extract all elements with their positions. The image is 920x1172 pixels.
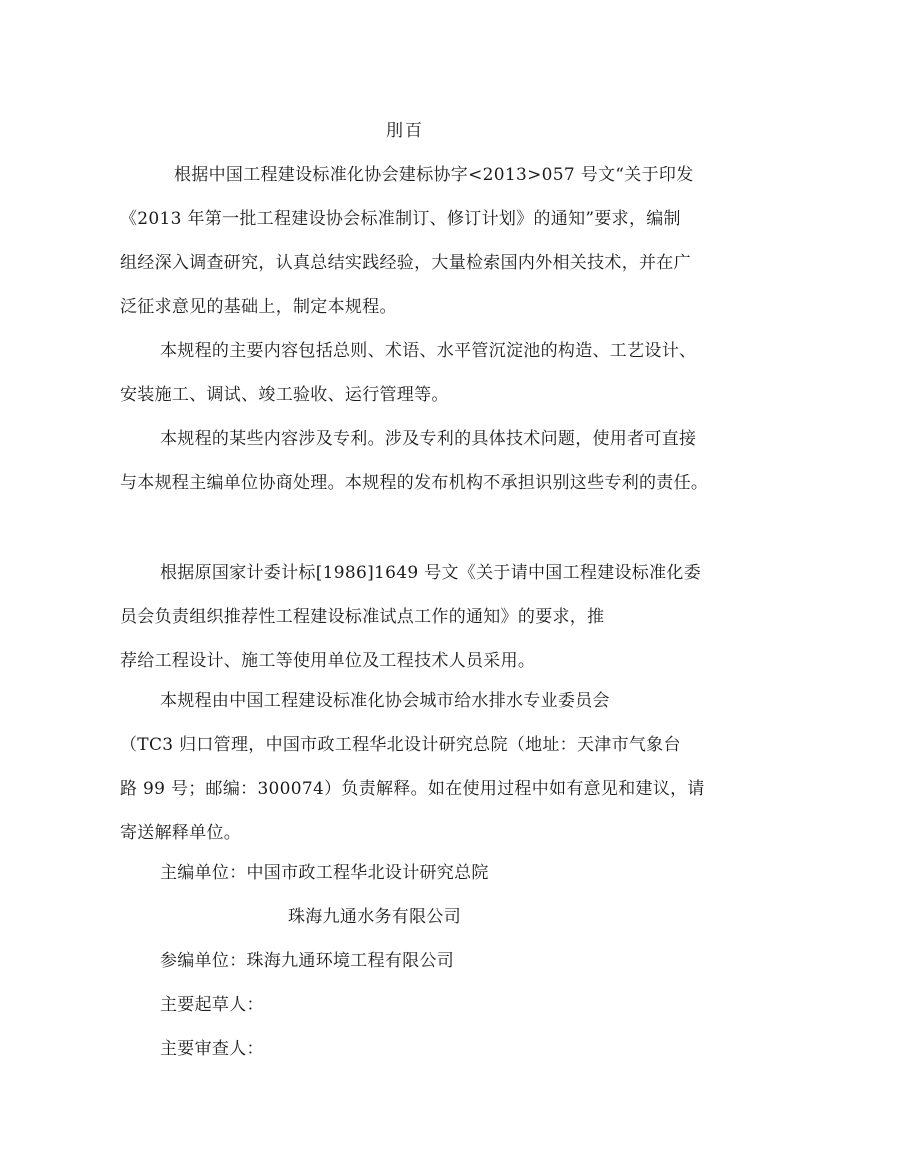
paragraph-5-line-2: （TC3 归口管理，中国市政工程华北设计研究总院（地址：天津市气象台	[120, 735, 681, 755]
main-reviewers: 主要审查人：	[160, 1039, 264, 1059]
chief-editor-unit: 主编单位：中国市政工程华北设计研究总院	[160, 863, 489, 883]
paragraph-1-line-2: 《2013 年第一批工程建设协会标准制订、修订计划》的通知”要求，编制	[120, 209, 681, 229]
paragraph-2-line-2: 安装施工、调试、竣工验收、运行管理等。	[120, 385, 449, 405]
main-drafters: 主要起草人：	[160, 995, 264, 1015]
page-title: 刖百	[386, 121, 424, 141]
participating-unit: 参编单位：珠海九通环境工程有限公司	[160, 951, 455, 971]
paragraph-5-line-3: 路 99 号；邮编：300074）负责解释。如在使用过程中如有意见和建议，请	[120, 779, 705, 799]
paragraph-4-line-1: 根据原国家计委计标[1986]1649 号文《关于请中国工程建设标准化委	[160, 563, 701, 583]
paragraph-4-line-3: 荐给工程设计、施工等使用单位及工程技术人员采用。	[120, 651, 536, 671]
paragraph-3-line-1: 本规程的某些内容涉及专利。涉及专利的具体技术问题，使用者可直接	[160, 429, 697, 449]
paragraph-5-line-1: 本规程由中国工程建设标准化协会城市给水排水专业委员会	[160, 691, 610, 711]
paragraph-5-line-4: 寄送解释单位。	[120, 823, 242, 843]
co-chief-editor-unit: 珠海九通水务有限公司	[288, 907, 461, 927]
paragraph-2-line-1: 本规程的主要内容包括总则、术语、水平管沉淀池的构造、工艺设计、	[160, 341, 697, 361]
paragraph-1-line-1: 根据中国工程建设标准化协会建标协字<2013>057 号文“关于印发	[174, 165, 694, 185]
paragraph-3-line-2: 与本规程主编单位协商处理。本规程的发布机构不承担识别这些专利的责任。	[120, 473, 709, 493]
paragraph-1-line-3: 组经深入调查研究，认真总结实践经验，大量检索国内外相关技术，并在广	[120, 253, 691, 273]
paragraph-1-line-4: 泛征求意见的基础上，制定本规程。	[120, 297, 397, 317]
paragraph-4-line-2: 员会负责组织推荐性工程建设标准试点工作的通知》的要求，推	[120, 607, 605, 627]
